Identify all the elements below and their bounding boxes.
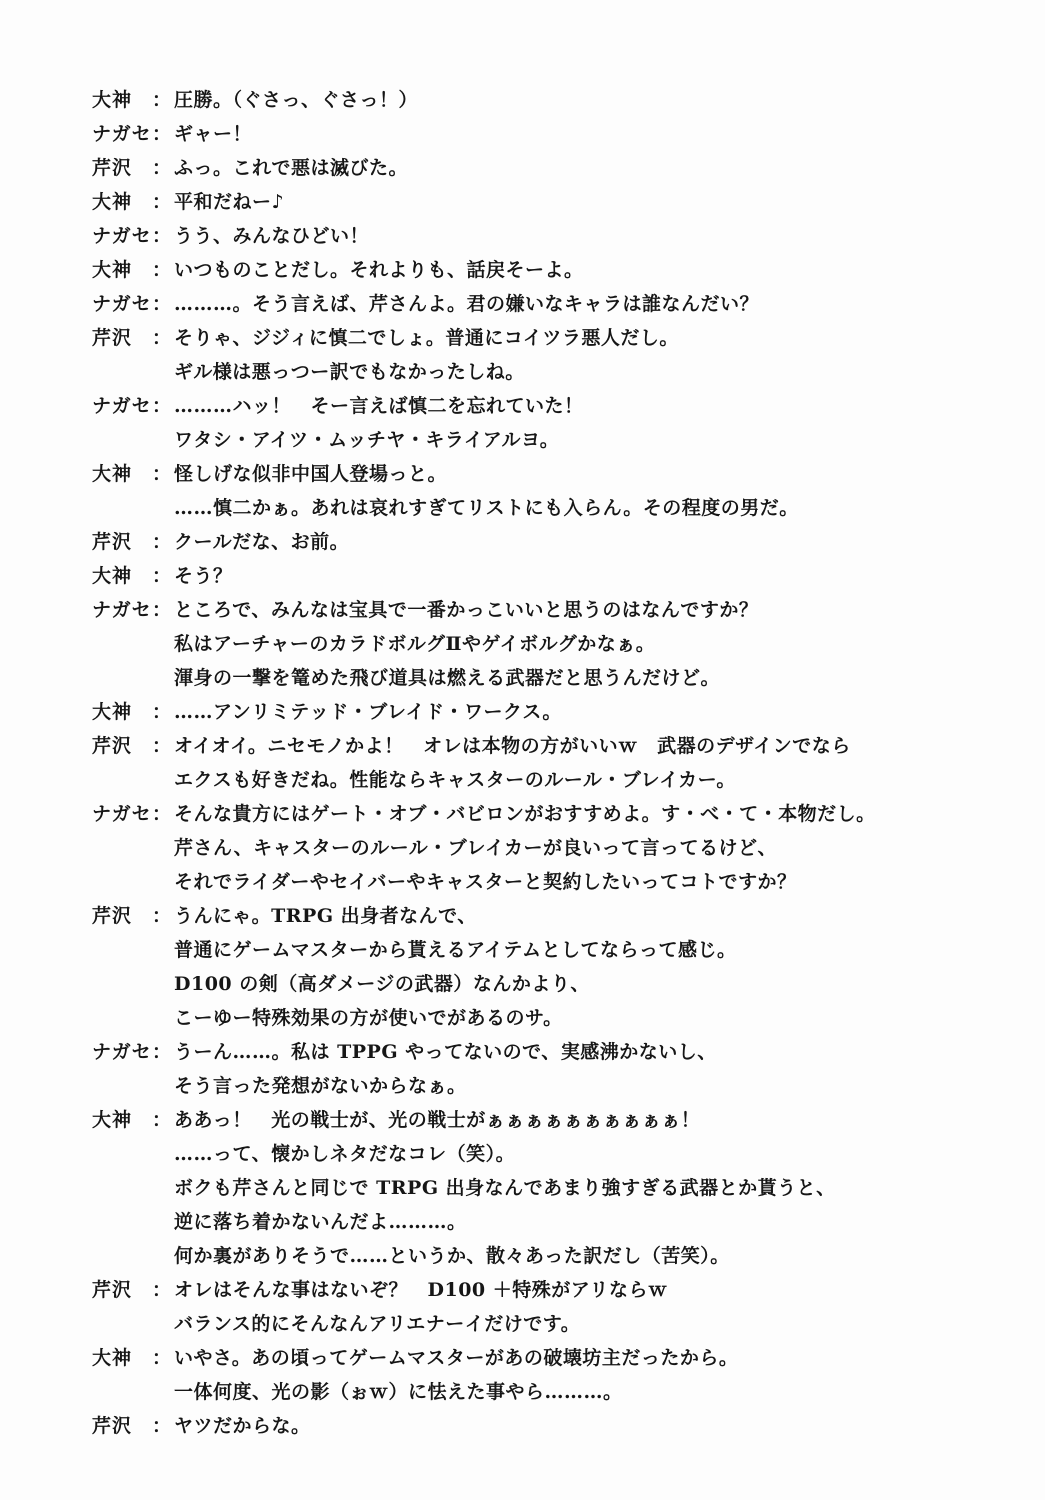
dialogue-text: 普通にゲームマスターから貰えるアイテムとしてならって感じ。 (174, 939, 737, 961)
speaker-name: 大神 (92, 1109, 133, 1131)
dialogue-text: そりゃ、ジジィに慎二でしょ。普通にコイツラ悪人だし。 (174, 327, 679, 349)
dialogue-text: オイオイ。ニセモノかよ！ オレは本物の方がいいｗ 武器のデザインでなら (174, 735, 851, 757)
dialogue-continuation-line (92, 768, 992, 802)
dialogue-continuation-line (92, 632, 992, 666)
dialogue-line (92, 292, 992, 326)
dialogue-line (92, 1278, 992, 1312)
dialogue-text: ボクも芹さんと同じで TRPG 出身なんであまり強すぎる武器とか貰うと、 (174, 1177, 836, 1199)
speaker-name: ナガセ (92, 599, 152, 621)
speaker-name: 芹沢 (92, 327, 133, 349)
dialogue-text: クールだな、お前。 (174, 531, 350, 553)
dialogue-text: 私はアーチャーのカラドボルグⅡやゲイボルグかなぁ。 (174, 633, 656, 655)
speaker-separator: ： (152, 191, 172, 213)
speaker-separator: ： (152, 531, 172, 553)
dialogue-text: 怪しげな似非中国人登場っと。 (174, 463, 448, 485)
speaker-separator: ： (152, 157, 172, 179)
dialogue-continuation-line (92, 496, 992, 530)
dialogue-text: ヤツだからな。 (174, 1415, 311, 1437)
dialogue-text: ふっ。これで悪は滅びた。 (174, 157, 409, 179)
dialogue-text: ギャー！ (174, 123, 253, 145)
speaker-name: ナガセ (92, 123, 152, 145)
dialogue-text: ……って、懐かしネタだなコレ（笑）。 (174, 1143, 516, 1165)
dialogue-text: 何か裏がありそうで……というか、散々あった訳だし（苦笑）。 (174, 1245, 730, 1267)
dialogue-text: こーゆー特殊効果の方が使いでがあるのサ。 (174, 1007, 563, 1029)
speaker-name: ナガセ (92, 225, 152, 247)
dialogue-line (92, 1040, 992, 1074)
speaker-name: 大神 (92, 89, 133, 111)
dialogue-continuation-line (92, 870, 992, 904)
speaker-separator: ： (152, 905, 172, 927)
dialogue-line (92, 156, 992, 190)
speaker-separator: ： (152, 293, 172, 315)
dialogue-text: 圧勝。（ぐさっ、ぐさっ！） (174, 89, 419, 111)
dialogue-continuation-line (92, 1312, 992, 1346)
dialogue-script (92, 88, 992, 1448)
dialogue-text: うーん……。私は TPPG やってないので、実感沸かないし、 (174, 1041, 717, 1063)
speaker-name: 芹沢 (92, 157, 133, 179)
speaker-name: ナガセ (92, 1041, 152, 1063)
speaker-separator: ： (152, 89, 172, 111)
dialogue-text: ギル様は悪っつー訳でもなかったしね。 (174, 361, 525, 383)
dialogue-line (92, 326, 992, 360)
dialogue-text: ……慎二かぁ。あれは哀れすぎてリストにも入らん。その程度の男だ。 (174, 497, 799, 519)
dialogue-text: ところで、みんなは宝具で一番かっこいいと思うのはなんですか？ (174, 599, 759, 621)
speaker-name: 大神 (92, 463, 133, 485)
dialogue-text: ああっ！ 光の戦士が、光の戦士がぁぁぁぁぁぁぁぁぁぁ！ (174, 1109, 701, 1131)
speaker-name: 芹沢 (92, 1415, 133, 1437)
speaker-name: 大神 (92, 565, 133, 587)
speaker-separator: ： (152, 803, 172, 825)
dialogue-line (92, 700, 992, 734)
dialogue-text: ……アンリミテッド・ブレイド・ワークス。 (174, 701, 562, 723)
speaker-name: 芹沢 (92, 905, 133, 927)
dialogue-continuation-line (92, 836, 992, 870)
speaker-separator: ： (152, 1347, 172, 1369)
speaker-name: 芹沢 (92, 1279, 133, 1301)
dialogue-text: D100 の剣（高ダメージの武器）なんかより、 (174, 973, 590, 995)
dialogue-continuation-line (92, 666, 992, 700)
dialogue-line (92, 258, 992, 292)
dialogue-continuation-line (92, 1006, 992, 1040)
dialogue-line (92, 802, 992, 836)
speaker-name: 大神 (92, 1347, 133, 1369)
speaker-name: ナガセ (92, 293, 152, 315)
dialogue-continuation-line (92, 1244, 992, 1278)
speaker-separator: ： (152, 259, 172, 281)
speaker-name: 大神 (92, 191, 133, 213)
dialogue-text: うんにゃ。TRPG 出身者なんで、 (174, 905, 477, 927)
dialogue-text: そんな貴方にはゲート・オブ・バビロンがおすすめよ。す・べ・て・本物だし。 (174, 803, 876, 825)
dialogue-text: そう言った発想がないからなぁ。 (174, 1075, 467, 1097)
speaker-name: 芹沢 (92, 531, 133, 553)
dialogue-continuation-line (92, 428, 992, 462)
dialogue-text: ………ハッ！ そー言えば慎二を忘れていた！ (174, 395, 584, 417)
speaker-separator: ： (152, 225, 172, 247)
dialogue-text: 芹さん、キャスターのルール・ブレイカーが良いって言ってるけど、 (174, 837, 777, 859)
dialogue-line (92, 1108, 992, 1142)
dialogue-continuation-line (92, 972, 992, 1006)
dialogue-line (92, 530, 992, 564)
speaker-name: ナガセ (92, 395, 152, 417)
dialogue-line (92, 224, 992, 258)
speaker-name: 芹沢 (92, 735, 133, 757)
dialogue-text: いつものことだし。それよりも、話戻そーよ。 (174, 259, 584, 281)
dialogue-continuation-line (92, 1210, 992, 1244)
dialogue-line (92, 190, 992, 224)
dialogue-text: 渾身の一撃を篭めた飛び道具は燃える武器だと思うんだけど。 (174, 667, 721, 689)
dialogue-line (92, 1414, 992, 1448)
speaker-separator: ： (152, 123, 172, 145)
speaker-name: 大神 (92, 259, 133, 281)
speaker-separator: ： (152, 701, 172, 723)
speaker-separator: ： (152, 565, 172, 587)
dialogue-text: それでライダーやセイバーやキャスターと契約したいってコトですか？ (174, 871, 797, 893)
dialogue-text: いやさ。あの頃ってゲームマスターがあの破壊坊主だったから。 (174, 1347, 739, 1369)
dialogue-line (92, 394, 992, 428)
dialogue-text: そう？ (174, 565, 233, 587)
dialogue-text: ワタシ・アイツ・ムッチヤ・キライアルヨ。 (174, 429, 560, 451)
speaker-separator: ： (152, 1109, 172, 1131)
dialogue-text: 平和だねー♪ (174, 191, 285, 213)
dialogue-line (92, 462, 992, 496)
dialogue-text: エクスも好きだね。性能ならキャスターのルール・ブレイカー。 (174, 769, 736, 791)
dialogue-continuation-line (92, 1074, 992, 1108)
speaker-separator: ： (152, 735, 172, 757)
speaker-separator: ： (152, 463, 172, 485)
dialogue-continuation-line (92, 360, 992, 394)
dialogue-text: バランス的にそんなんアリエナーイだけです。 (174, 1313, 581, 1335)
speaker-name: 大神 (92, 701, 133, 723)
dialogue-text: うう、みんなひどい！ (174, 225, 370, 247)
dialogue-continuation-line (92, 1380, 992, 1414)
dialogue-continuation-line (92, 938, 992, 972)
dialogue-text: 逆に落ち着かないんだよ………。 (174, 1211, 467, 1233)
speaker-separator: ： (152, 327, 172, 349)
dialogue-continuation-line (92, 1176, 992, 1210)
dialogue-text: 一体何度、光の影（ぉｗ）に怯えた事やら………。 (174, 1381, 623, 1403)
dialogue-line (92, 1346, 992, 1380)
dialogue-line (92, 122, 992, 156)
dialogue-text: ………。そう言えば、芹さんよ。君の嫌いなキャラは誰なんだい？ (174, 293, 760, 315)
speaker-separator: ： (152, 1279, 172, 1301)
speaker-name: ナガセ (92, 803, 152, 825)
dialogue-line (92, 734, 992, 768)
dialogue-text: オレはそんな事はないぞ？ D100 ＋特殊がアリならｗ (174, 1279, 668, 1301)
speaker-separator: ： (152, 1415, 172, 1437)
dialogue-line (92, 564, 992, 598)
speaker-separator: ： (152, 1041, 172, 1063)
dialogue-line (92, 904, 992, 938)
speaker-separator: ： (152, 599, 172, 621)
dialogue-line (92, 88, 992, 122)
speaker-separator: ： (152, 395, 172, 417)
dialogue-continuation-line (92, 1142, 992, 1176)
dialogue-line (92, 598, 992, 632)
